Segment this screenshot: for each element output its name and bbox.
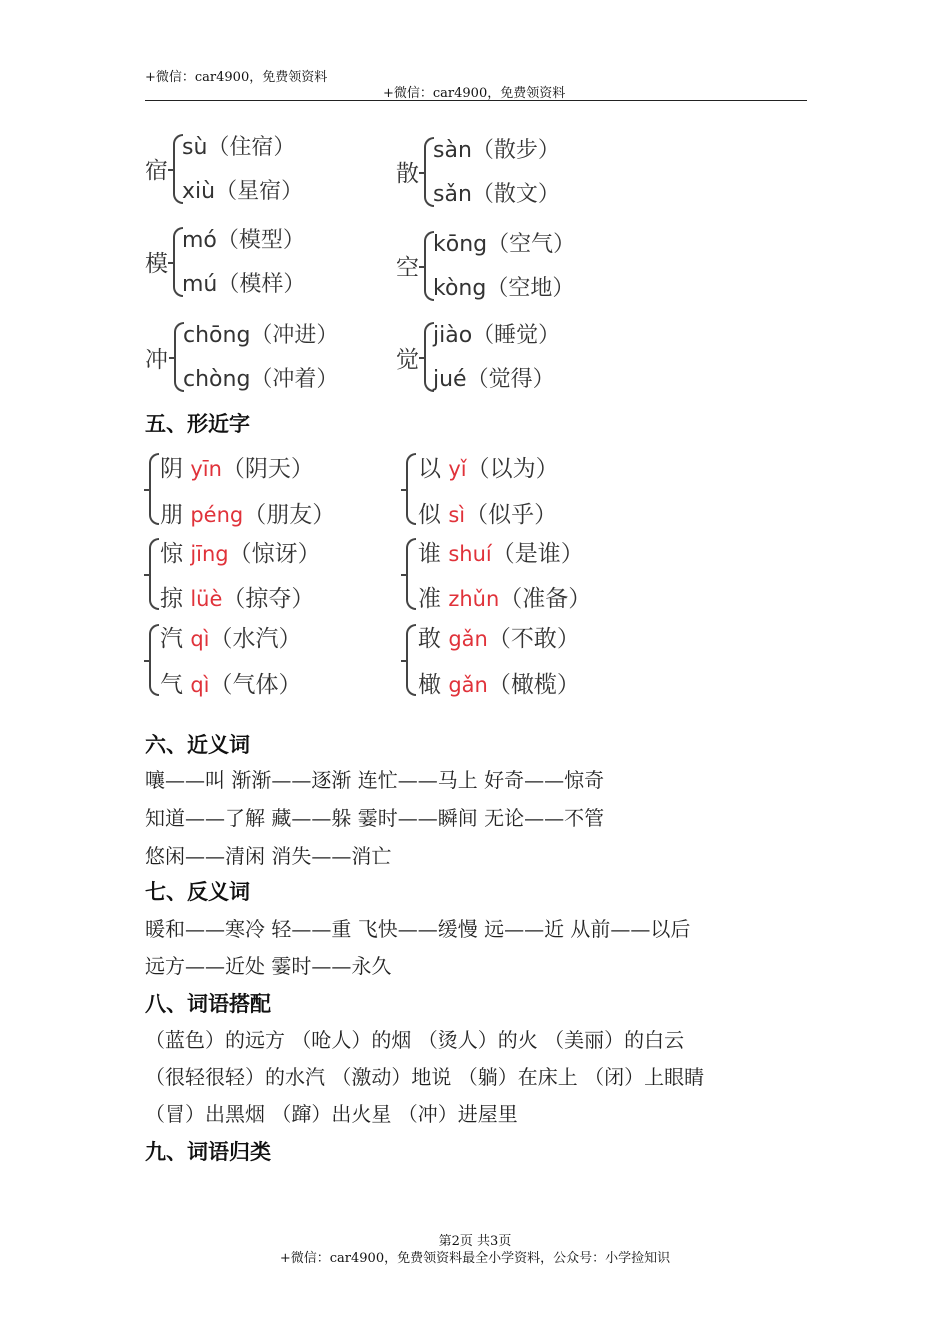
brace-icon [149,453,159,525]
reading-line: sǎn（散文） [433,182,560,207]
similar-char-line: 掠 lüè（掠夺） [160,586,315,612]
collocation-line: （冒）出黑烟 （蹿）出火星 （冲）进屋里 [145,1102,518,1126]
similar-char-line: 谁 shuí（是谁） [418,541,584,567]
polyphone-char: 模 [145,251,168,277]
reading-line: chòng（冲着） [183,367,339,392]
section-heading: 五、形近字 [145,411,250,436]
similar-char-line: 汽 qì（水汽） [160,626,302,652]
reading-line: xiù（星宿） [182,179,304,204]
reading-line: mú（模样） [182,272,306,297]
brace-icon [406,453,416,525]
similar-char-line: 惊 jīng（惊讶） [160,541,321,567]
reading-line: sù（住宿） [182,135,296,160]
polyphone-char: 冲 [145,347,168,373]
section-heading: 六、近义词 [145,732,250,757]
synonym-line: 悠闲——清闲 消失——消亡 [145,844,392,868]
watermark-top-left: +微信：car4900，免费领资料 [145,70,328,85]
reading-line: sàn（散步） [433,138,560,163]
page-number: 第2页 共3页 [438,1234,512,1249]
similar-char-line: 气 qì（气体） [160,672,302,698]
brace-icon [149,624,159,696]
similar-char-line: 以 yǐ（以为） [418,456,559,482]
similar-char-line: 朋 péng（朋友） [160,502,336,528]
antonym-line: 暖和——寒冷 轻——重 飞快——缓慢 远——近 从前——以后 [145,917,691,941]
brace-icon [149,538,159,610]
reading-line: kòng（空地） [433,276,575,301]
polyphone-char: 宿 [145,158,168,184]
reading-line: kōng（空气） [433,232,576,257]
brace-icon [406,624,416,696]
reading-line: chōng（冲进） [183,323,339,348]
antonym-line: 远方——近处 霎时——永久 [145,954,392,978]
section-heading: 八、词语搭配 [145,991,271,1016]
reading-line: mó（模型） [182,228,305,253]
similar-char-line: 阴 yīn（阴天） [160,456,314,482]
synonym-line: 嚷——叫 渐渐——逐渐 连忙——马上 好奇——惊奇 [145,768,605,792]
similar-char-line: 敢 gǎn（不敢） [418,626,580,652]
similar-char-line: 准 zhǔn（准备） [418,586,592,612]
section-heading: 九、词语归类 [145,1139,271,1164]
polyphone-char: 散 [396,161,419,187]
header-rule [145,100,807,101]
watermark-top-center: +微信：car4900，免费领资料 [383,86,566,101]
brace-icon [406,538,416,610]
footer-note: +微信：car4900，免费领资料最全小学资料，公众号：小学捡知识 [279,1251,671,1266]
synonym-line: 知道——了解 藏——躲 霎时——瞬间 无论——不管 [145,806,605,830]
section-heading: 七、反义词 [145,879,250,904]
polyphone-char: 觉 [396,347,419,373]
reading-line: jiào（睡觉） [433,323,561,348]
similar-char-line: 似 sì（似乎） [418,502,558,528]
reading-line: jué（觉得） [433,367,555,392]
similar-char-line: 橄 gǎn（橄榄） [418,672,580,698]
collocation-line: （蓝色）的远方 （呛人）的烟 （烫人）的火 （美丽）的白云 [145,1028,685,1052]
polyphone-char: 空 [396,255,419,281]
collocation-line: （很轻很轻）的水汽 （激动）地说 （躺）在床上 （闭）上眼睛 [145,1065,705,1089]
